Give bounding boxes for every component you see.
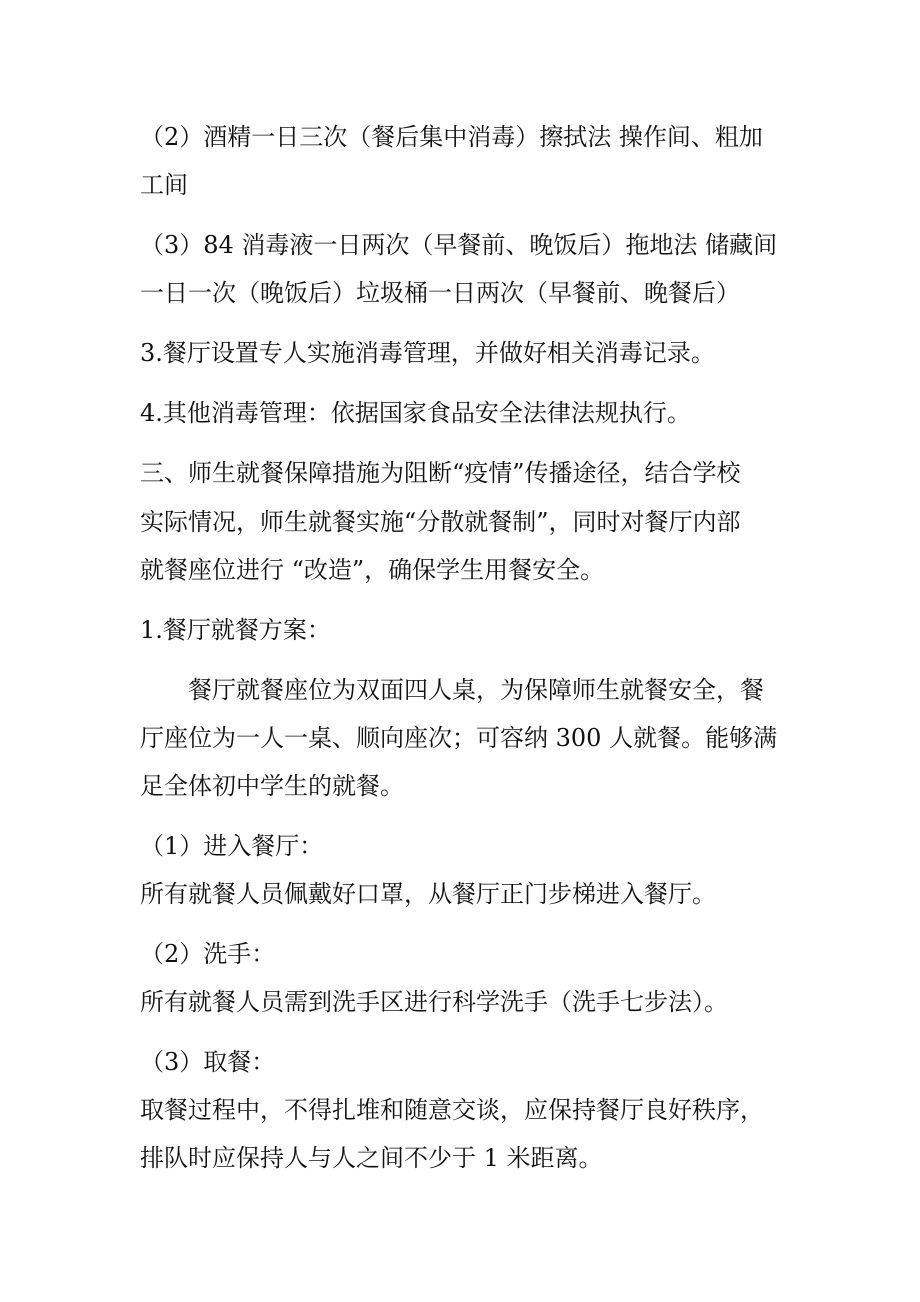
text-line: 4.其他消毒管理：依据国家食品安全法律法规执行。 bbox=[140, 399, 691, 427]
text-line: 足全体初中学生的就餐。 bbox=[140, 772, 404, 800]
section-heading: 1.餐厅就餐方案： bbox=[140, 616, 331, 644]
text-line: 所有就餐人员需到洗手区进行科学洗手（洗手七步法）。 bbox=[140, 988, 728, 1016]
text-line: 三、师生就餐保障措施为阻断“疫情”传播途径，结合学校 bbox=[140, 459, 741, 487]
text-line: 3.餐厅设置专人实施消毒管理，并做好相关消毒记录。 bbox=[140, 339, 715, 367]
text-line: 厅座位为一人一桌、顺向座次；可容纳 300 人就餐。能够满 bbox=[140, 724, 778, 752]
text-line: 一日一次（晚饭后）垃圾桶一日两次（早餐前、晚餐后） bbox=[140, 279, 740, 307]
text-line: 所有就餐人员佩戴好口罩，从餐厅正门步梯进入餐厅。 bbox=[140, 880, 716, 908]
subheading: （3）取餐： bbox=[140, 1048, 276, 1076]
text-line: 排队时应保持人与人之间不少于 1 米距离。 bbox=[140, 1144, 603, 1172]
text-line: 实际情况，师生就餐实施“分散就餐制”，同时对餐厅内部 bbox=[140, 508, 741, 536]
text-line: （2）酒精一日三次（餐后集中消毒）擦拭法 操作间、粗加 bbox=[140, 123, 763, 151]
text-line: 就餐座位进行 “改造”，确保学生用餐安全。 bbox=[140, 556, 605, 584]
text-line: 取餐过程中，不得扎堆和随意交谈，应保持餐厅良好秩序， bbox=[140, 1096, 764, 1124]
subheading: （2）洗手： bbox=[140, 940, 276, 968]
text-line: （3）84 消毒液一日两次（早餐前、晚饭后）拖地法 储藏间 bbox=[140, 231, 778, 259]
text-line: 工间 bbox=[140, 171, 188, 199]
paragraph-first-line: 餐厅就餐座位为双面四人桌，为保障师生就餐安全，餐 bbox=[188, 676, 764, 704]
subheading: （1）进入餐厅： bbox=[140, 832, 324, 860]
